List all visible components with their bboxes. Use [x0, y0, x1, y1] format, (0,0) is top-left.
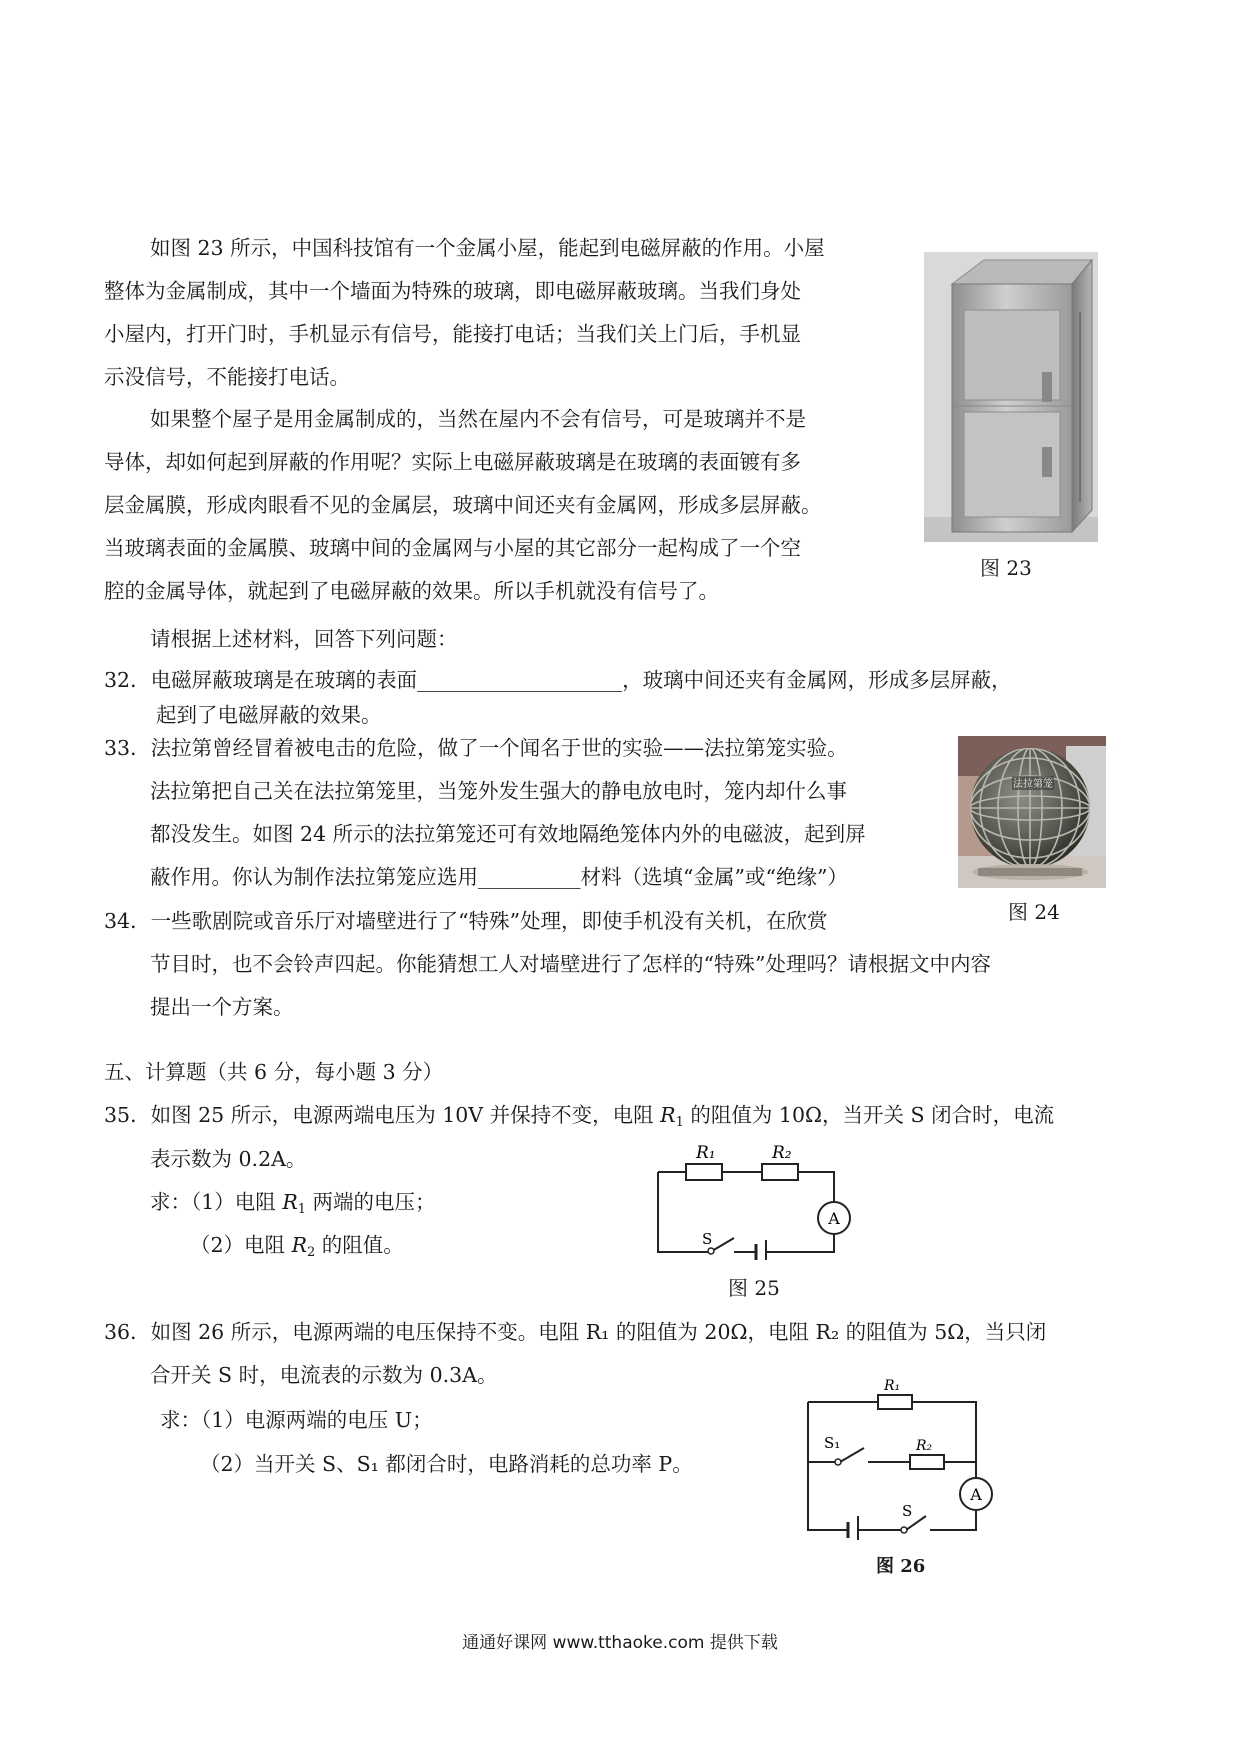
question-35-line-2: 表示数为 0.2A。: [150, 1147, 307, 1171]
question-36-line-1: 36．如图 26 所示，电源两端的电压保持不变。电阻 R₁ 的阻值为 20Ω，电阻 R₂ 的阻值为 5Ω，当只闭: [104, 1320, 1047, 1344]
figure-24-plate-text: 法拉第笼: [1013, 779, 1053, 790]
question-33: [104, 727, 954, 899]
passage-line: 层金属膜，形成肉眼看不见的金属层，玻璃中间还夹有金属网，形成多层屏蔽。: [104, 493, 822, 517]
figure-25-caption: 图 25: [728, 1276, 780, 1300]
r1-label: R₁: [696, 1143, 716, 1163]
passage-prompt: 请根据上述材料，回答下列问题：: [150, 627, 458, 651]
figure-23-metal-cabin-photo: [924, 252, 1098, 542]
resistor-r1: [686, 1164, 722, 1180]
passage-line: 示没信号，不能接打电话。: [104, 365, 350, 389]
passage-paragraph-1: [104, 227, 904, 399]
ask-text: （2）电阻: [190, 1233, 292, 1257]
question-32-line-1: 32．电磁屏蔽玻璃是在玻璃的表面____________________，玻璃中间还夹有金属网，形成多层屏蔽，: [104, 668, 1012, 692]
r2-symbol: R: [291, 1233, 307, 1257]
passage-line: 小屋内，打开门时，手机显示有信号，能接打电话；当我们关上门后，手机显: [104, 322, 801, 346]
question-33-line: 法拉第把自己关在法拉第笼里，当笼外发生强大的静电放电时，笼内却什么事: [150, 779, 847, 803]
r1-subscript: 1: [297, 1202, 307, 1217]
figure-26-circuit-diagram: [800, 1370, 1000, 1540]
question-34-line: 34．一些歌剧院或音乐厅对墙壁进行了“特殊”处理，即使手机没有关机，在欣赏: [104, 909, 828, 933]
question-34-line: 提出一个方案。: [150, 995, 294, 1019]
question-33-line: 33．法拉第曾经冒着被电击的危险，做了一个闻名于世的实验——法拉第笼实验。: [104, 736, 848, 760]
r2-label: R₂: [916, 1438, 933, 1454]
passage-line: 腔的金属导体，就起到了电磁屏蔽的效果。所以手机就没有信号了。: [104, 579, 719, 603]
question-34: [104, 900, 1144, 1029]
section-5-heading: 五、计算题（共 6 分，每小题 3 分）: [104, 1060, 444, 1084]
switch-s1: [840, 1448, 864, 1462]
passage-paragraph-2: [104, 398, 904, 613]
question-36-ask-1: 求：（1）电源两端的电压 U；: [160, 1408, 433, 1432]
ask-text: 求：（1）电阻: [150, 1190, 283, 1214]
question-35-ask-1: [150, 1185, 436, 1217]
resistor-r2: [910, 1455, 944, 1469]
question-34-line: 节目时，也不会铃声四起。你能猜想工人对墙壁进行了怎样的“特殊”处理吗？请根据文中内容: [150, 952, 991, 976]
switch-s-label: S: [902, 1502, 913, 1520]
passage-line: 整体为金属制成，其中一个墙面为特殊的玻璃，即电磁屏蔽玻璃。当我们身处: [104, 279, 801, 303]
question-35-ask-2: [190, 1228, 404, 1260]
switch-s1-label: S₁: [824, 1434, 841, 1452]
figure-25-circuit-diagram: [650, 1140, 860, 1260]
ask-text: 的阻值。: [315, 1233, 404, 1257]
r1-symbol: R: [282, 1190, 298, 1214]
footer-download-note: 通通好课网 www.tthaoke.com 提供下载: [462, 1633, 778, 1653]
r1-symbol: R: [660, 1103, 676, 1127]
r2-subscript: 2: [307, 1245, 316, 1260]
switch-label: S: [702, 1230, 713, 1248]
r1-label: R₁: [884, 1378, 901, 1394]
question-33-line: 都没发生。如图 24 所示的法拉第笼还可有效地隔绝笼体内外的电磁波，起到屏: [150, 822, 866, 846]
figure-24-faraday-cage-photo: [958, 736, 1106, 888]
question-32-line-2: 起到了电磁屏蔽的效果。: [156, 703, 382, 727]
figure-23-caption: 图 23: [980, 556, 1032, 580]
ammeter-label: A: [828, 1209, 840, 1228]
passage-line: 当玻璃表面的金属膜、玻璃中间的金属网与小屋的其它部分一起构成了一个空: [104, 536, 801, 560]
passage-line: 导体，却如何起到屏蔽的作用呢？实际上电磁屏蔽玻璃是在玻璃的表面镀有多: [104, 450, 801, 474]
figure-24-caption: 图 24: [1008, 900, 1060, 924]
resistor-r1: [878, 1395, 912, 1409]
question-36-ask-2: （2）当开关 S、S₁ 都闭合时，电路消耗的总功率 P。: [200, 1452, 693, 1476]
passage-line: 如果整个屋子是用金属制成的，当然在屋内不会有信号，可是玻璃并不是: [150, 407, 806, 431]
question-36-line-2: 合开关 S 时，电流表的示数为 0.3A。: [150, 1363, 498, 1387]
ammeter-label: A: [970, 1485, 982, 1504]
r2-label: R₂: [772, 1143, 792, 1163]
question-35-line-1: [104, 1098, 1054, 1130]
ask-text: 两端的电压；: [306, 1190, 436, 1214]
question-35-text: 35．如图 25 所示，电源两端电压为 10V 并保持不变，电阻: [104, 1103, 661, 1127]
question-35-text: 的阻值为 10Ω，当开关 S 闭合时，电流: [683, 1103, 1055, 1127]
question-33-line: 蔽作用。你认为制作法拉第笼应选用__________材料（选填“金属”或“绝缘”）: [150, 865, 848, 889]
passage-line: 如图 23 所示，中国科技馆有一个金属小屋，能起到电磁屏蔽的作用。小屋: [150, 236, 825, 260]
resistor-r2: [762, 1164, 798, 1180]
r1-subscript: 1: [675, 1115, 684, 1130]
figure-26-caption: 图 26: [876, 1556, 926, 1577]
